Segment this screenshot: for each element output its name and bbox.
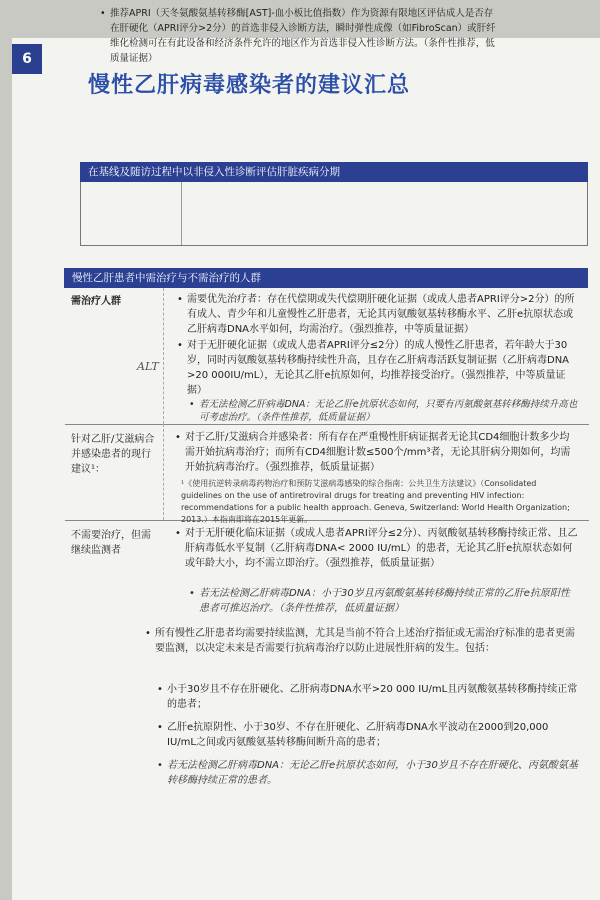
monitor-item-3: • 若无法检测乙肝病毒DNA：无论乙肝e抗原状态如何，小于30岁且不存在肝硬化、丙氨酸氨基转移酶持续正常的患者。 [167,758,579,788]
monitor-item-2: • 乙肝e抗原阴性、小于30岁、不存在肝硬化、乙肝病毒DNA水平波动在2000到20,000 IU/mL之间或丙氨酸氨基转移酶间断升高的患者； [167,720,579,750]
table-row-hiv [65,424,589,524]
row-label-monitor: 不需要治疗，但需继续监测者 [71,530,151,556]
section1-text: • 推荐APRI（天冬氨酸氨基转移酶[AST]-血小板比值指数）作为资源有限地区评估成人是否存在肝硬化（APRI评分>2分）的首选非侵入诊断方法，瞬时弹性成像（如FibroScan）或肝纤维化检测可在有此设备和经济条件允许的地区作为首选非侵入性诊断方法。（条件性推荐，低质量证据） [110,6,500,66]
monitor-all-patients-text: • 所有慢性乙肝患者均需要持续监测，尤其是当前不符合上述治疗指征或无需治疗标准的患者更需要监测，以决定未来是否需要行抗病毒治疗以防止进展性肝病的发生。包括： [155,626,579,656]
monitor-no-dna-text: • 若无法检测乙肝病毒DNA：小于30岁且丙氨酸氨基转移酶持续正常的乙肝e抗原阳性患者可推迟治疗。（条件性推荐，低质量证据） [199,586,579,616]
monitor-item-1: • 小于30岁且不存在肝硬化、乙肝病毒DNA水平>20 000 IU/mL且丙氨酸氨基转移酶持续正常的患者； [167,682,579,712]
table-row-treat [65,288,589,425]
treat-no-dna-text: • 若无法检测乙肝病毒DNA：无论乙肝e抗原状态如何，只要有丙氨酸氨基转移酶持续升高也可考虑治疗。（条件性推荐，低质量证据） [199,398,579,424]
column-divider [163,424,164,520]
table-row-monitor [65,520,589,802]
treat-priority-text: • 需要优先治疗者：存在代偿期或失代偿期肝硬化证据（或成人患者APRI评分>2分）的所有成人、青少年和儿童慢性乙肝患者，无论其丙氨酸氨基转移酶水平、乙肝e抗原状态或乙肝病毒DNA水平如何，均需治疗。（强烈推荐，中等质量证据） [187,292,579,337]
page-number: 6 [12,44,42,74]
monitor-no-treatment-text: • 对于无肝硬化临床证据（或成人患者APRI评分≤2分）、丙氨酸氨基转移酶持续正常、且乙肝病毒低水平复制（乙肝病毒DNA< 2000 IU/mL）的患者，无论其乙肝e抗原状态如何或年龄大小，均不需立即治疗。（强烈推荐，低质量证据） [185,526,579,571]
section1-header: 在基线及随访过程中以非侵入性诊断评估肝脏疾病分期 [80,162,588,182]
treat-no-cirrhosis-text: • 对于无肝硬化证据（或成人患者APRI评分≤2分）的成人慢性乙肝患者，若年龄大于30岁，同时丙氨酸氨基转移酶持续性升高，且存在乙肝病毒活跃复制证据（乙肝病毒DNA >20 000IU/mL），无论其乙肝e抗原如何，均推荐接受治疗。（强烈推荐，中等质量证据） [187,338,579,398]
row-label-hiv: 针对乙肝/艾滋病合并感染患者的现行建议¹： [71,434,155,475]
section1-box [80,182,588,246]
column-divider [163,288,164,424]
row-label-treat: 需治疗人群 [71,296,121,307]
section1-left-column [81,182,182,245]
guideline-reference: ¹《使用抗逆转录病毒药物治疗和预防艾滋病毒感染的综合指南：公共卫生方法建议》（Consolidated guidelines on the use of antiretroviral drugs for treating and preventing HIV infection: recommendations for a public health approach. Geneva, Switzerland: World Health Organization; 2013.）本指南即将在2015年更新。 [181,479,570,524]
hiv-coinfection-text: • 对于乙肝/艾滋病合并感染者：所有存在严重慢性肝病证据者无论其CD4细胞计数多少均需开始抗病毒治疗；而所有CD4细胞计数≤500个/mm³者，无论其肝病分期如何，均需开始抗病毒治疗。（强烈推荐，低质量证据） [185,430,579,475]
page-title: 慢性乙肝病毒感染者的建议汇总 [88,73,411,98]
section2-header: 慢性乙肝患者中需治疗与不需治疗的人群 [64,268,588,288]
handwritten-note: ALT [137,360,159,373]
